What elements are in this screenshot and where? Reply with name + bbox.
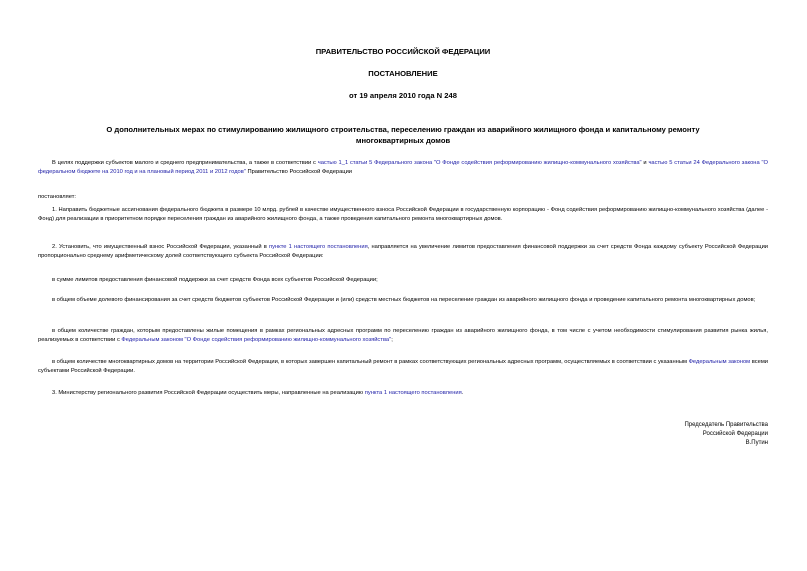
list-item-4-text-1: в общем количестве многоквартирных домов на территории Российской Федерации, в которых завершен капитальный ремонт в рамках соответствующих региональных адресных программ, осуществляемых в соответствии с указанным	[52, 359, 689, 365]
link-federal-law-short[interactable]: Федеральным законом	[688, 359, 751, 365]
document-title: О дополнительных мерах по стимулированию жилищного строительства, переселению граждан из аварийного жилищного фонда и капитальному ремонту многоквартирных домов	[106, 125, 700, 145]
link-point-1-second[interactable]: пункта 1 настоящего постановления	[364, 390, 462, 396]
list-item-3-text-1: в общем количестве граждан, которым предоставлены жилые помещения в рамках региональных адресных программ по переселению граждан из аварийного жилищного фонда, в том числе с учетом необходимости стимулирования развития рынка жилья, реализуемых в соответствии с	[38, 328, 768, 343]
paragraph-3	[38, 389, 768, 398]
link-point-1[interactable]: пункте 1 настоящего постановления	[268, 244, 368, 250]
preamble-text-1: В целях поддержки субъектов малого и среднего предпринимательства, а также в соответствии с	[52, 160, 318, 166]
document-type-heading: ПОСТАНОВЛЕНИЕ	[368, 69, 438, 78]
decrees-line: постановляет:	[38, 194, 76, 200]
list-item-1: в сумме лимитов предоставления финансовой поддержки за счет средств Фонда всех субъектов Российской Федерации;	[52, 277, 378, 283]
signature-country: Российской Федерации	[702, 431, 768, 437]
link-law-fund[interactable]: частью 1_1 статьи 5 Федерального закона "О Фонде содействия реформированию жилищно-коммунального хозяйства"	[317, 160, 642, 166]
paragraph-2-text-1: 2. Установить, что имущественный взнос Российской Федерации, указанный в	[52, 244, 269, 250]
link-federal-law[interactable]: Федеральным законом "О Фонде содействия реформированию жилищно-коммунального хозяйства"	[121, 337, 392, 343]
signature-block	[684, 421, 768, 448]
preamble-text-3: Правительство Российской Федерации	[245, 169, 352, 175]
paragraph-1: 1. Направить бюджетные ассигнования федерального бюджета в размере 10 млрд. рублей в качестве имущественного взноса Российской Федерации в государственную корпорацию - Фонд содействия реформированию жилищно-коммунального хозяйства (далее - Фонд) для реализации в приоритетном порядке переселения граждан из аварийного жилищного фонда, а также проведения капитального ремонта многоквартирных домов.	[38, 207, 768, 222]
list-item-3-text-2: ;	[391, 337, 393, 343]
signature-name: В.Путин	[745, 440, 768, 446]
paragraph-3-text-1: 3. Министерству регионального развития Российской Федерации осуществить меры, направленные на реализацию	[52, 390, 365, 396]
date-number-heading: от 19 апреля 2010 года N 248	[349, 91, 457, 100]
list-item-3	[38, 327, 768, 345]
preamble-text-2: и	[641, 160, 649, 166]
preamble-paragraph	[38, 159, 768, 177]
signature-position: Председатель Правительства	[684, 422, 768, 428]
list-item-2: в общем объеме долевого финансирования за счет средств бюджетов субъектов Российской Федерации и (или) средств местных бюджетов на переселение граждан из аварийного жилищного фонда и проведение капитального ремонта многоквартирных домов;	[52, 297, 756, 303]
list-item-4-text-2: всеми субъектами Российской Федерации.	[38, 359, 768, 374]
paragraph-2-text-2: , направляется на увеличение лимитов предоставления финансовой поддержки за счет средств Фонда каждому субъекту Российской Федерации пропорционально среднему арифметическому долей соответствующего субъекта Российской Федерации:	[38, 244, 768, 259]
paragraph-3-text-2: .	[461, 390, 464, 396]
government-heading: ПРАВИТЕЛЬСТВО РОССИЙСКОЙ ФЕДЕРАЦИИ	[315, 47, 491, 56]
paragraph-2	[38, 243, 768, 261]
list-item-4	[38, 358, 768, 376]
link-law-budget[interactable]: частью 5 статьи 24 Федерального закона "О федеральном бюджете на 2010 год и на плановый период 2011 и 2012 годов"	[38, 160, 768, 175]
